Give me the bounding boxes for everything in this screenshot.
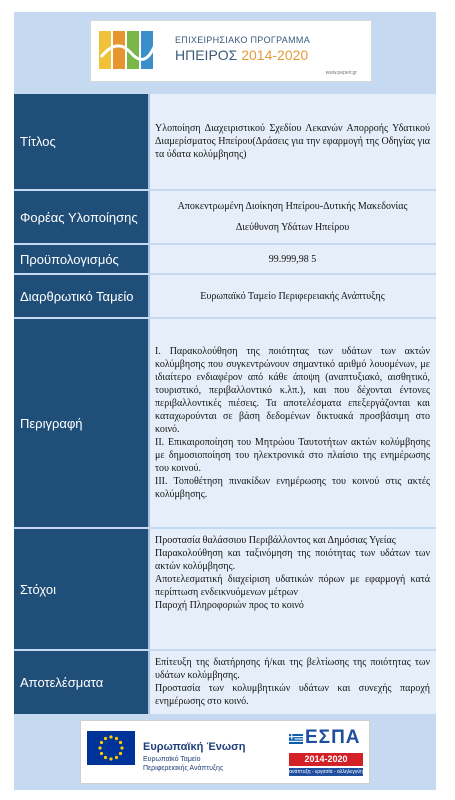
goal-item: Παροχή Πληροφοριών προς το κοινό [155, 600, 304, 611]
value-results [148, 651, 436, 714]
body-line: Διεύθυνση Υδάτων Ηπείρου [235, 222, 350, 233]
label-title: Τίτλος [14, 94, 148, 189]
eu-name: Ευρωπαϊκή Ένωση [143, 741, 246, 753]
label-fund: Διαρθρωτικό Ταμείο [14, 275, 148, 317]
espa-name: ΕΣΠΑ [305, 727, 361, 748]
budget-amount: 99.999,98 5 [268, 253, 317, 265]
program-region-line [175, 47, 308, 63]
value-implementing-body [148, 191, 436, 243]
greek-flag-icon [289, 734, 303, 744]
header [14, 12, 436, 94]
program-years: 2014-2020 [241, 47, 309, 63]
value-title [148, 94, 436, 189]
label-budget: Προϋπολογισμός [14, 245, 148, 273]
label-goals: Στόχοι [14, 529, 148, 649]
eu-flag-icon [87, 731, 135, 765]
row-fund [14, 275, 436, 317]
footer [14, 716, 436, 790]
description-item: ΙΙΙ. Τοποθέτηση πινακίδων ενημέρωσης του κοινού στις ακτές κολύμβησης. [155, 476, 430, 500]
value-fund [148, 275, 436, 317]
row-results [14, 651, 436, 714]
goal-item: Προστασία θαλάσσιου Περιβάλλοντος και Δημόσιας Υγείας [155, 535, 396, 546]
project-sheet [14, 12, 436, 790]
espa-years: 2014-2020 [289, 753, 363, 766]
espa-tagline: ανάπτυξη - εργασία - αλληλεγγύη [289, 769, 363, 775]
description-item: Ι. Παρακολούθηση της ποιότητας των υδάτων των ακτών κολύμβησης που συγκεντρώνουν σημαντικό αριθμό λουομένων, με ιδιαίτερο ενδιαφέρον από κάθε άποψη (αναπτυξιακό, αισθητικό, τουριστικό, περιβαλλοντικό κ.λπ.), και που δέχονται έντονες περιβαλλοντικές πιέσεις. Τα αποτελέσματα επεξεργάζονται και καταχωρούνται σε βάση δεδομένων δικτυακά προσβάσιμη στο κοινό. [155, 346, 430, 435]
program-logo [90, 20, 372, 82]
label-results: Αποτελέσματα [14, 651, 148, 714]
description-item: ΙΙ. Επικαιροποίηση του Μητρώου Ταυτοτήτων ακτών κολύμβησης με δημοσιοποίηση του ηλεκτρονικά στο πλαίσιο της ενημέρωσης του κοινού. [155, 437, 430, 474]
row-description [14, 319, 436, 527]
program-title-line: ΕΠΙΧΕΙΡΗΣΙΑΚΟ ΠΡΟΓΡΑΜΜΑ [175, 35, 311, 45]
goal-item: Παρακολούθηση και ταξινόμηση της ποιότητας των υδάτων των ακτών κολύμβησης. [155, 548, 430, 572]
body-line: Αποκεντρωμένη Διοίκηση Ηπείρου-Δυτικής Μακεδονίας [177, 201, 408, 212]
row-implementing-body [14, 191, 436, 243]
result-item: Προστασία των κολυμβητικών υδάτων και συνεχής παροχή ενημέρωσης στο κοινό. [155, 683, 430, 707]
goal-item: Αποτελεσματική διαχείριση υδατικών πόρων με εφαρμογή κατά περίπτωση ενδεικνυόμενων μέτρων [155, 574, 430, 598]
program-region: ΗΠΕΙΡΟΣ [175, 47, 238, 63]
eu-fund-line: Ευρωπαϊκό Ταμείο [143, 756, 201, 763]
fund-name: Ευρωπαϊκό Ταμείο Περιφερειακής Ανάπτυξης [200, 290, 385, 302]
program-url: www.pepeir.gr [325, 70, 357, 76]
espa-logo [287, 725, 365, 781]
row-title [14, 94, 436, 189]
value-goals [148, 529, 436, 649]
eu-fund-line: Περιφερειακής Ανάπτυξης [143, 765, 224, 772]
row-budget [14, 245, 436, 273]
label-description: Περιγραφή [14, 319, 148, 527]
title-text: Υλοποίηση Διαχειριστικού Σχεδίου Λεκανών Απορροής Υδατικού Διαμερίσματος Ηπείρου(Δράσεις για την εφαρμογή της Οδηγίας για τα ύδατα κολύμβησης) [155, 123, 430, 160]
value-description [148, 319, 436, 527]
label-implementing-body: Φορέας Υλοποίησης [14, 191, 148, 243]
row-goals [14, 529, 436, 649]
value-budget [148, 245, 436, 273]
funding-logos [80, 720, 370, 784]
result-item: Επίτευξη της διατήρησης ή/και της βελτίωσης της ποιότητας των υδάτων κολύμβησης. [155, 657, 430, 681]
region-emblem-icon [97, 27, 159, 73]
